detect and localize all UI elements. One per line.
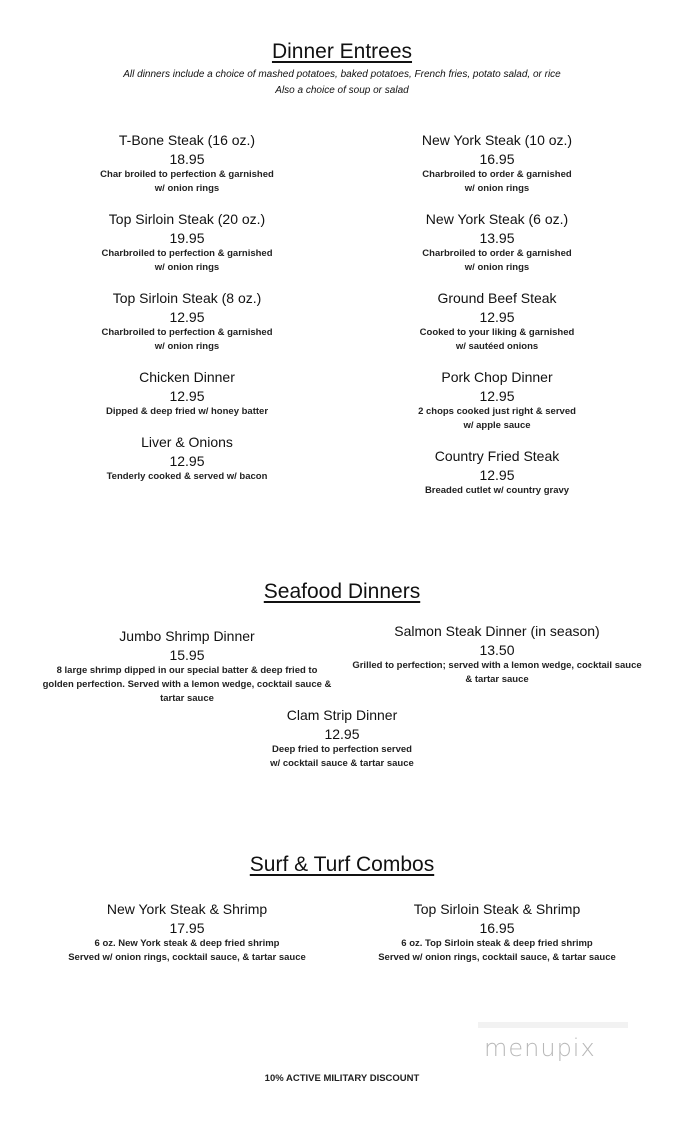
item-description: Charbroiled to order & garnished (422, 169, 572, 180)
item-description: w/ onion rings (154, 341, 220, 352)
menu-item-liver-onions (87, 432, 287, 484)
military-discount-note: 10% ACTIVE MILITARY DISCOUNT (264, 1073, 420, 1084)
menu-item-t-bone-steak (87, 130, 287, 196)
item-name: Clam Strip Dinner (286, 707, 398, 723)
section-title-surf-turf: Surf & Turf Combos (249, 853, 435, 876)
item-name: Pork Chop Dinner (441, 369, 553, 385)
item-description: Breaded cutlet w/ country gravy (424, 485, 570, 496)
menu-item-new-york-steak-shrimp (37, 899, 337, 965)
item-description: tartar sauce (160, 693, 214, 704)
section-title-dinner-entrees: Dinner Entrees (271, 40, 413, 63)
menu-item-salmon-steak-dinner (342, 621, 652, 687)
item-price: 18.95 (169, 151, 205, 167)
item-name: Liver & Onions (141, 434, 233, 450)
menu-item-new-york-6oz (397, 209, 597, 275)
item-name: T-Bone Steak (16 oz.) (118, 132, 256, 148)
item-description: w/ onion rings (154, 183, 220, 194)
item-description: Cooked to your liking & garnished (419, 327, 575, 338)
item-description: w/ cocktail sauce & tartar sauce (270, 758, 414, 769)
item-name: Jumbo Shrimp Dinner (119, 628, 255, 644)
section-title-seafood-dinners: Seafood Dinners (263, 580, 421, 603)
watermark-bar (478, 1022, 628, 1028)
item-price: 12.95 (169, 453, 205, 469)
menu-item-top-sirloin-steak-shrimp (347, 899, 647, 965)
item-name: New York Steak (10 oz.) (421, 132, 573, 148)
item-name: New York Steak (6 oz.) (425, 211, 569, 227)
item-price: 13.50 (479, 642, 515, 658)
item-name: New York Steak & Shrimp (106, 901, 268, 917)
menu-item-top-sirloin-8oz (87, 288, 287, 354)
item-price: 17.95 (169, 920, 205, 936)
item-name: Salmon Steak Dinner (in season) (394, 623, 600, 639)
item-name: Chicken Dinner (139, 369, 235, 385)
menupix-watermark (478, 1022, 628, 1068)
item-description: Dipped & deep fried w/ honey batter (105, 406, 269, 417)
menu-item-ground-beef-steak (397, 288, 597, 354)
item-description: golden perfection. Served with a lemon wedge, cocktail sauce & (42, 679, 332, 690)
item-description: w/ onion rings (464, 183, 530, 194)
item-description: w/ onion rings (154, 262, 220, 273)
item-price: 12.95 (324, 726, 360, 742)
menu-item-jumbo-shrimp-dinner (32, 626, 342, 706)
item-description: 2 chops cooked just right & served (418, 406, 576, 417)
item-description: w/ sautéed onions (455, 341, 539, 352)
item-price: 12.95 (479, 388, 515, 404)
item-description: w/ onion rings (464, 262, 530, 273)
item-description: w/ apple sauce (463, 420, 531, 431)
item-price: 13.95 (479, 230, 515, 246)
item-description: Charbroiled to perfection & garnished (101, 327, 273, 338)
item-price: 16.95 (479, 920, 515, 936)
menu-item-new-york-10oz (397, 130, 597, 196)
item-description: Served w/ onion rings, cocktail sauce, & tartar sauce (68, 952, 306, 963)
item-description: Charbroiled to order & garnished (422, 248, 572, 259)
item-name: Top Sirloin Steak (8 oz.) (112, 290, 262, 306)
dinner-intro-line-2: Also a choice of soup or salad (275, 85, 409, 96)
item-description: 6 oz. Top Sirloin steak & deep fried shrimp (401, 938, 593, 949)
item-price: 12.95 (169, 309, 205, 325)
item-name: Ground Beef Steak (437, 290, 557, 306)
item-description: Served w/ onion rings, cocktail sauce, & tartar sauce (378, 952, 616, 963)
item-description: Grilled to perfection; served with a lemon wedge, cocktail sauce (352, 660, 642, 671)
item-name: Top Sirloin Steak & Shrimp (413, 901, 581, 917)
dinner-intro-line-1: All dinners include a choice of mashed potatoes, baked potatoes, French fries, potato salad, or rice (123, 69, 561, 80)
menu-item-pork-chop-dinner (397, 367, 597, 433)
item-name: Country Fried Steak (434, 448, 560, 464)
watermark-logo: menupix (484, 1034, 596, 1062)
item-description: & tartar sauce (465, 674, 529, 685)
item-price: 12.95 (479, 467, 515, 483)
item-description: 6 oz. New York steak & deep fried shrimp (94, 938, 280, 949)
item-price: 15.95 (169, 647, 205, 663)
item-description: Deep fried to perfection served (272, 744, 412, 755)
item-price: 16.95 (479, 151, 515, 167)
menu-item-top-sirloin-20oz (87, 209, 287, 275)
item-description: Char broiled to perfection & garnished (100, 169, 274, 180)
item-price: 19.95 (169, 230, 205, 246)
item-description: 8 large shrimp dipped in our special batter & deep fried to (56, 665, 318, 676)
item-name: Top Sirloin Steak (20 oz.) (108, 211, 266, 227)
item-description: Charbroiled to perfection & garnished (101, 248, 273, 259)
item-price: 12.95 (169, 388, 205, 404)
menu-item-country-fried-steak (397, 446, 597, 498)
item-price: 12.95 (479, 309, 515, 325)
menu-item-chicken-dinner (87, 367, 287, 419)
menu-item-clam-strip-dinner (242, 705, 442, 771)
item-description: Tenderly cooked & served w/ bacon (106, 471, 268, 482)
